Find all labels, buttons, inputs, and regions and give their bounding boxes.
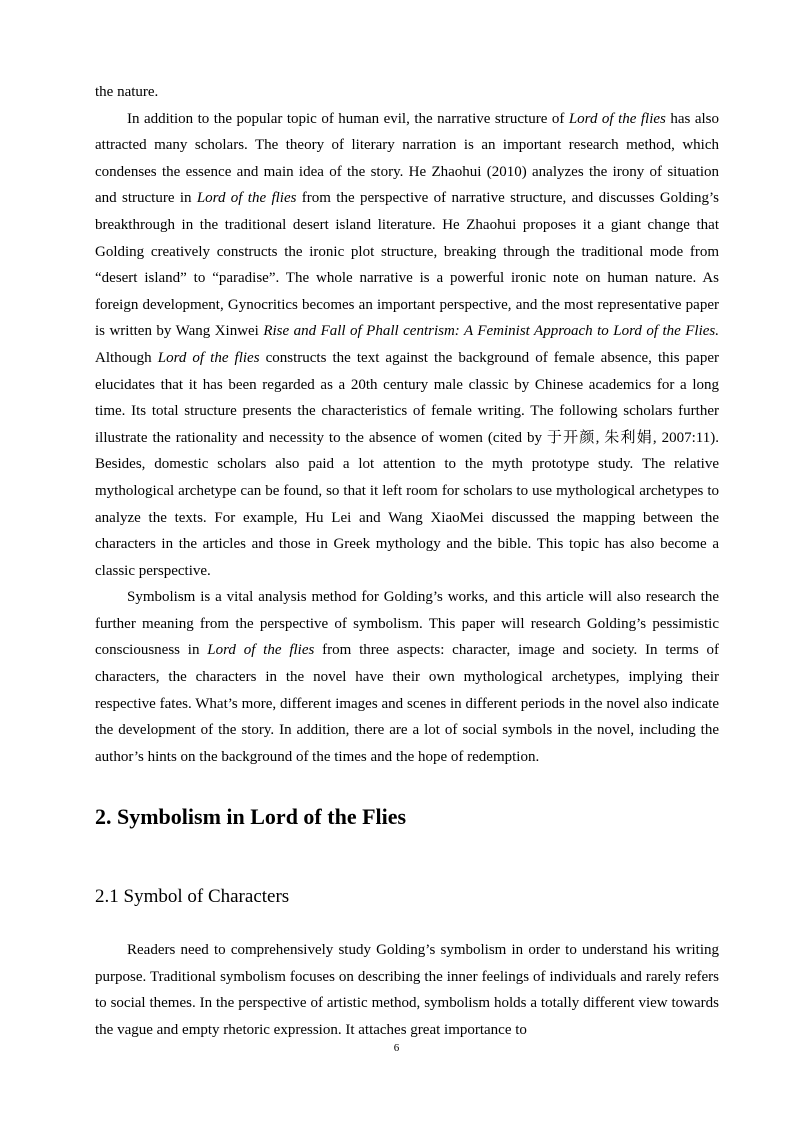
text-run: Although: [95, 349, 158, 366]
italic-title-run: Lord of the flies: [568, 110, 666, 127]
italic-title-run: Lord of the flies: [207, 642, 315, 659]
section-heading: 2. Symbolism in Lord of the Flies: [95, 804, 407, 829]
italic-title-run: Lord of the flies: [157, 349, 260, 366]
text-run: constructs the text against the background of female absence, this paper elucidates that it has been regarded as a 20th century male classic by Chinese academics for a long time. Its total structure presents the characteristics of female writing. The following scholars further illustrate the rationality and necessity to the absence of women (cited by 于开颜, 朱利娟, 2007:11). Besides, domestic scholars also paid a lot attention to the myth prototype study. The relative mythological archetype can be found, so that it left room for scholars to use mythological archetypes to analyze the texts. For example, Hu Lei and Wang XiaoMei discussed the mapping between the characters in the articles and those in Greek mythology and the bible. This topic has also become a classic perspective.: [95, 349, 719, 579]
intro-text-block: [95, 79, 719, 770]
characters-text-block: [95, 937, 719, 1043]
italic-title-run: Rise and Fall of Phall centrism: A Feminist Approach to Lord of the Flies.: [263, 323, 719, 340]
text-run: from the perspective of narrative structure, and discusses Golding’s breakthrough in the traditional desert island literature. He Zhaohui proposes it a giant change that Golding creatively constructs the ironic plot structure, breaking through the traditional mode from “desert island” to “paradise”. The whole narrative is a powerful ironic note on human nature. As foreign development, Gynocritics becomes an important perspective, and the most representative paper is written by Wang Xinwei: [95, 190, 719, 340]
text-run: has also attracted many scholars. The theory of literary narration is an important research method, which condenses the essence and main idea of the story. He Zhaohui (2010) analyzes the irony of situation and structure in: [95, 110, 719, 207]
text-run: from three aspects: character, image and society. In terms of characters, the characters in the novel have their own mythological archetypes, implying their respective fates. What’s more, different images and scenes in different periods in the novel also indicate the development of the story. In addition, there are a lot of social symbols in the novel, including the author’s hints on the background of the times and the hope of redemption.: [95, 642, 719, 765]
page-number: 6: [393, 1042, 400, 1054]
subsection-heading: 2.1 Symbol of Characters: [95, 886, 290, 907]
text-run: Readers need to comprehensively study Golding’s symbolism in order to understand his writing purpose. Traditional symbolism focuses on describing the inner feelings of individuals and rarely refers to social themes. In the perspective of artistic method, symbolism holds a totally different view towards the vague and empty rhetoric expression. It attaches great importance to: [95, 942, 719, 1038]
paragraph-characters: [95, 937, 719, 1043]
text-run: Symbolism is a vital analysis method for Golding’s works, and this article will also research the further meaning from the perspective of symbolism. This paper will research Golding’s pessimistic consciousness in: [95, 589, 719, 659]
italic-title-run: Lord of the flies: [196, 190, 297, 207]
text-run: In addition to the popular topic of human evil, the narrative structure of: [127, 110, 569, 127]
paragraph-symbolism: [95, 584, 719, 770]
paragraph-narrative: [95, 106, 719, 585]
paragraph-continued: the nature.: [95, 84, 159, 100]
